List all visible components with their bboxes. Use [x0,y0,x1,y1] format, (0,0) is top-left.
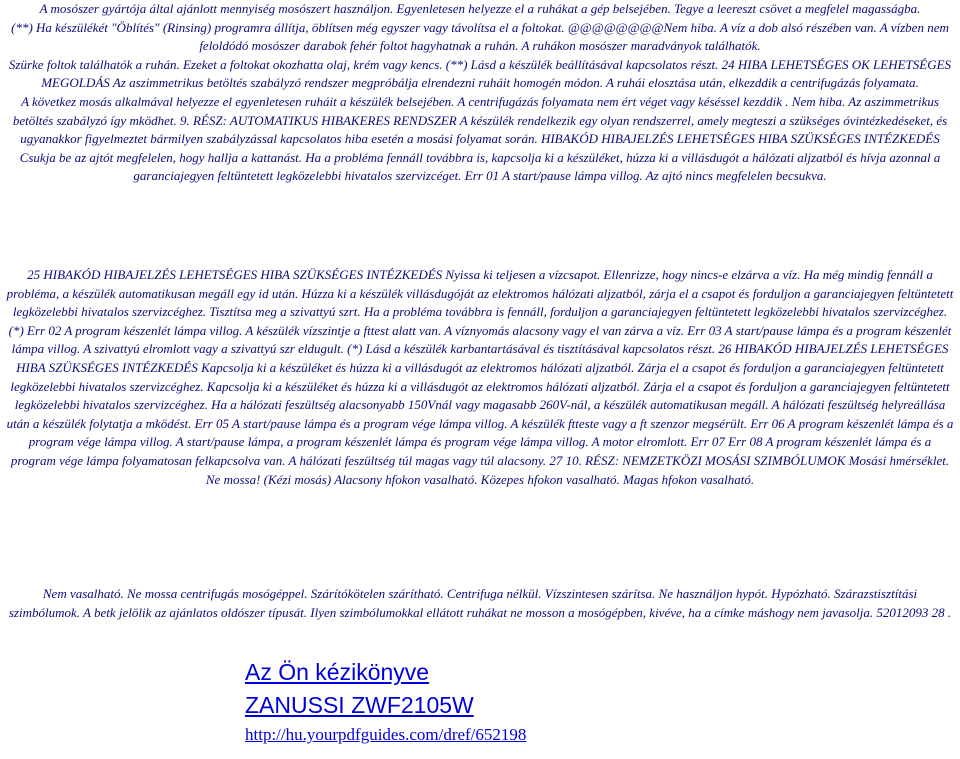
manual-title-link[interactable]: Az Ön kézikönyve [245,659,430,685]
paragraph-stains: Szürke foltok találhatók a ruhán. Ezeket a foltokat okozhatta olaj, krém vagy kencs. (**) Lásd a készülék beállításával kapcsolatos részt. 24 HIBA LEHETSÉGES OK LEHETSÉGES MEGOLDÁS Az aszimmetrikus betöltés szabályzó rendszer megpróbálja elrendezni ruháit homogén módon. A ruhái elosztása után, elkezddik a centrifugázás folyamata. [8,56,952,91]
paragraph-error-codes: 25 HIBAKÓD HIBAJELZÉS LEHETSÉGES HIBA SZÜKSÉGES INTÉZKEDÉS Nyissa ki teljesen a vízcsapot. Ellenrizze, hogy nincs-e elzárva a víz. Ha még mindig fennáll a probléma, a készülék automatikusan megáll egy id után. Húzza ki a készülék villásdugóját az elektromos hálózati aljzatból, zárja el a csapot és forduljon a garanciajegyen feltüntetett legközelebbi hivatalos szervizcéghez. Tisztítsa meg a szivattyú szrt. Ha a probléma továbbra is fennáll, forduljon a garanciajegyen feltüntetett legközelebbi hivatalos szervizcéghez.(*) Err 02 A program készenlét lámpa villog. A készülék vízszintje a fttest alatt van. A víznyomás alacsony vagy el van zárva a víz. Err 03 A start/pause lámpa és a program készenlét lámpa villog. A szivattyú elromlott vagy a szivattyú szr eldugult. (*) Lásd a készülék karbantartásával és tisztításával kapcsolatos részt. 26 HIBAKÓD HIBAJELZÉS LEHETSÉGES HIBA SZÜKSÉGES INTÉZKEDÉS Kapcsolja ki a készüléket és húzza ki a villásdugót az elektromos hálózati aljzatból. Zárja el a csapot és forduljon a garanciajegyen feltüntetett legközelebbi hivatalos szervizcéghez. Kapcsolja ki a készüléket és húzza ki a villásdugót az elektromos hálózati aljzatból. Zárja el a csapot és forduljon a garanciajegyen feltüntetett legközelebbi hivatalos szervizcéghez. Ha a hálózati feszültség alacsonyabb 150Vnál vagy magasabb 260V-nál, a készülék automatikusan megáll. A hálózati feszültség helyreállása után a készülék folytatja a mködést. Err 05 A start/pause lámpa és a program vége lámpa villog. A készülék ftteste vagy a ft szenzor megsérült. Err 06 A program készenlét lámpa és a program vége lámpa villog. A start/pause lámpa, a program készenlét lámpa és program vége lámpa villog. A motor elromlott. Err 07 Err 08 A program készenlét lámpa és a program vége lámpa folyamatosan felkapcsolva van. A hálózati feszültség túl magas vagy túl alacsony. 27 10. RÉSZ: NEMZETKÖZI MOSÁSI SZIMBÓLUMOK Mosási hmérséklet. Ne mossa! (Kézi mosás) Alacsony hfokon vasalható. Közepes hfokon vasalható. Magas hfokon vasalható. [6,267,954,487]
paragraph-error-system: A következ mosás alkalmával helyezze el egyenletesen ruháit a készülék belsejében. A centrifugázás folyamata nem ért véget vagy késéssel kezddik . Nem hiba. Az aszimmetrikus betöltés szabályzó így mködhet. 9. RÉSZ: AUTOMATIKUS HIBAKERES RENDSZER A készülék rendelkezik egy olyan rendszerrel, amely megteszi a szükséges óvintézkedéseket, és ugyanakkor figyelmeztet bármilyen szabályzással kapcsolatos hiba esetén a mosási folyamat során. HIBAKÓD HIBAJELZÉS LEHETSÉGES HIBA SZÜKSÉGES INTÉZKEDÉS Csukja be az ajtót megfelelen, hogy hallja a kattanást. Ha a probléma fennáll továbbra is, kapcsolja ki a készüléket, húzza ki a villásdugót a hálózati aljzatból és hívja azonnal a garanciajegyen feltüntetett legközelebbi hivatalos szervizcéget. Err 01 A start/pause lámpa villog. Az ajtó nincs megfelelen becsukva. [12,93,948,184]
paragraph-rinsing: (**) Ha készülékét "Öblítés" (Rinsing) programra állítja, öblítsen még egyszer vagy távolítsa el a foltokat. @@@@@@@@Nem hiba. A víz a dob alsó részében van. A vízben nem feloldódó mosószer darabok fehér foltot hagyhatnak a ruhán. A ruhákon mosószer maradványok találhatók. [11,19,949,54]
product-model-link[interactable]: ZANUSSI ZWF2105W [245,692,474,718]
section-wash-symbols [0,585,960,622]
section-error-codes [0,266,960,489]
manual-url-link[interactable]: http://hu.yourpdfguides.com/dref/652198 [245,725,527,744]
paragraph-detergent: A mosószer gyártója által ajánlott mennyiség mosószert használjon. Egyenletesen helyezze el a ruhákat a gép belsejében. Tegye a leereszt csövet a megfelel magasságba. [39,1,921,16]
section-maintenance-tips [0,0,960,186]
manual-link-block [245,657,526,746]
paragraph-wash-symbols: Nem vasalható. Ne mossa centrifugás mosógéppel. Szárítókötelen szárítható. Centrifuga nélkül. Vízszintesen szárítsa. Ne használjon hypót. Hypózható. Szárazstisztítási szimbólumok. A betk jelölik az ajánlatos oldószer típusát. Ilyen szimbólumokkal ellátott ruhákat ne mosson a mosógépben, kivéve, ha a címke máshogy nem javasolja. 52012093 28 . [8,586,952,620]
